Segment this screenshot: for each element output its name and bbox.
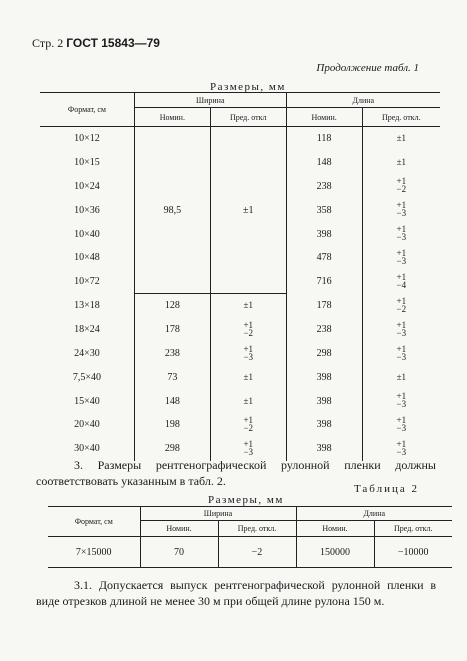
tolerance-value <box>397 297 407 313</box>
tolerance-upper: +1 <box>396 200 407 211</box>
tolerance-value <box>397 392 407 408</box>
tolerance-value <box>244 397 253 405</box>
length-nominal-cell: 398 <box>286 437 362 461</box>
length-nominal-cell: 118 <box>286 127 362 151</box>
tolerance-upper: +1 <box>396 224 407 235</box>
tolerance-upper: +1 <box>396 391 407 402</box>
tolerance-upper: ±1 <box>243 300 253 311</box>
length-deviation-cell <box>362 151 440 175</box>
tolerance-lower: −2 <box>243 327 254 338</box>
tolerance-upper: +1 <box>396 414 407 425</box>
width-nominal-cell: 70 <box>140 537 218 568</box>
tolerance-lower: −3 <box>396 208 407 219</box>
tolerance-upper: +1 <box>396 295 407 306</box>
tolerance-upper: +1 <box>243 438 254 449</box>
length-deviation-header: Пред. откл. <box>362 108 440 127</box>
tolerance-value <box>397 158 406 166</box>
length-nominal-cell: 716 <box>286 270 362 294</box>
tolerance-value <box>397 273 407 289</box>
tolerance-upper: +1 <box>243 319 254 330</box>
format-header: Формат, см <box>48 507 140 537</box>
format-cell: 10×15 <box>74 157 100 169</box>
table-2 <box>48 506 452 568</box>
tolerance-value <box>397 440 407 456</box>
continuation-note: Продолжение табл. 1 <box>316 62 419 74</box>
tolerance-upper: ±1 <box>396 371 407 382</box>
tolerance-lower: −3 <box>243 446 254 457</box>
tolerance-upper: ±1 <box>243 395 253 406</box>
format-cell: 7,5×40 <box>72 371 101 383</box>
width-nominal-cell: 298 <box>134 437 210 461</box>
tolerance-upper: +1 <box>243 343 254 354</box>
length-nominal-cell: 398 <box>286 413 362 437</box>
table-1 <box>40 92 440 461</box>
width-nominal-cell: 148 <box>134 389 210 413</box>
length-nominal-header: Номин. <box>286 108 362 127</box>
width-nominal-header: Номин. <box>140 521 218 537</box>
length-nominal-cell: 238 <box>286 318 362 342</box>
length-deviation-cell <box>362 413 440 437</box>
table-row <box>40 365 440 389</box>
width-deviation-cell <box>210 365 286 389</box>
width-deviation-header: Пред. откл <box>210 108 286 127</box>
format-cell: 18×24 <box>74 324 100 336</box>
tolerance-upper: +1 <box>243 414 254 425</box>
length-nominal-cell: 478 <box>286 246 362 270</box>
table-row <box>40 127 440 151</box>
length-deviation-cell <box>362 389 440 413</box>
table-row <box>40 389 440 413</box>
table-row <box>40 294 440 318</box>
tolerance-lower: −3 <box>396 327 407 338</box>
width-deviation-cell <box>210 294 286 318</box>
tolerance-value <box>397 321 407 337</box>
paragraph-3: 3. Размеры рентгенографической рулонной пленки должны соответствовать указанным в табл. 2. <box>36 458 436 488</box>
length-nominal-cell: 298 <box>286 342 362 366</box>
format-header: Формат, см <box>40 93 134 127</box>
tolerance-value <box>397 373 406 381</box>
format-cell: 10×24 <box>74 180 100 192</box>
length-deviation-cell: −10000 <box>374 537 452 568</box>
width-nominal-cell: 238 <box>134 342 210 366</box>
format-cell: 24×30 <box>74 348 100 360</box>
format-cell: 13×18 <box>74 300 100 312</box>
width-nominal-cell: 128 <box>134 294 210 318</box>
width-group-header: Ширина <box>134 93 286 108</box>
tolerance-lower: −3 <box>243 351 254 362</box>
length-nominal-cell: 148 <box>286 151 362 175</box>
tolerance-upper: ±1 <box>396 133 407 144</box>
format-cell: 10×36 <box>74 204 100 216</box>
tolerance-upper: +1 <box>396 438 407 449</box>
tolerance-upper: +1 <box>396 176 407 187</box>
length-deviation-cell <box>362 127 440 151</box>
format-cell: 20×40 <box>74 419 100 431</box>
tolerance-upper: ±1 <box>396 157 407 168</box>
length-nominal-cell: 398 <box>286 222 362 246</box>
tolerance-lower: −4 <box>396 279 407 290</box>
tolerance-upper: +1 <box>396 343 407 354</box>
format-cell: 30×40 <box>74 443 100 455</box>
tolerance-value <box>397 416 407 432</box>
tolerance-lower: −2 <box>396 303 407 314</box>
format-cell: 10×48 <box>74 252 100 264</box>
tolerance-value <box>244 301 253 309</box>
length-nominal-cell: 178 <box>286 294 362 318</box>
merged-width-deviation-cell: ±1 <box>210 127 286 294</box>
width-nominal-cell: 198 <box>134 413 210 437</box>
tolerance-value <box>244 373 253 381</box>
tolerance-lower: −3 <box>396 399 407 410</box>
length-nominal-cell: 358 <box>286 198 362 222</box>
merged-width-nominal-cell: 98,5 <box>134 127 210 294</box>
length-nominal-header: Номин. <box>296 521 374 537</box>
length-deviation-cell <box>362 222 440 246</box>
width-nominal-cell: 73 <box>134 365 210 389</box>
tolerance-value <box>397 225 407 241</box>
width-nominal-cell: 178 <box>134 318 210 342</box>
tolerance-value <box>397 201 407 217</box>
tolerance-lower: −2 <box>396 184 407 195</box>
length-deviation-cell <box>362 365 440 389</box>
format-cell: 15×40 <box>74 395 100 407</box>
tolerance-value <box>243 321 253 337</box>
width-deviation-header: Пред. откл. <box>218 521 296 537</box>
width-deviation-cell <box>210 342 286 366</box>
length-nominal-cell: 150000 <box>296 537 374 568</box>
table2-units: Размеры, мм <box>208 494 284 506</box>
table2-label: Таблица 2 <box>353 483 419 495</box>
tolerance-value <box>397 249 407 265</box>
width-group-header: Ширина <box>140 507 296 521</box>
length-nominal-cell: 398 <box>286 389 362 413</box>
length-deviation-cell <box>362 342 440 366</box>
width-deviation-cell: −2 <box>218 537 296 568</box>
tolerance-value <box>243 416 253 432</box>
page-number: Стр. 2 <box>32 36 64 50</box>
tolerance-lower: −3 <box>396 232 407 243</box>
format-cell: 7×15000 <box>48 537 140 568</box>
tolerance-upper: ±1 <box>243 371 253 382</box>
format-cell: 10×72 <box>74 276 100 288</box>
page-header <box>32 36 160 51</box>
table-row <box>40 413 440 437</box>
tolerance-upper: +1 <box>396 271 407 282</box>
format-cell: 10×40 <box>74 228 100 240</box>
length-deviation-cell <box>362 270 440 294</box>
paragraph-3-1: 3.1. Допускается выпуск рентгенографической рулонной пленки в виде отрезков длиной не менее 30 м при общей длине рулона 150 м. <box>36 578 436 608</box>
length-deviation-cell <box>362 294 440 318</box>
tolerance-lower: −3 <box>396 422 407 433</box>
tolerance-lower: −3 <box>396 351 407 362</box>
format-cell: 10×12 <box>74 133 100 145</box>
length-group-header: Длина <box>286 93 440 108</box>
tolerance-lower: −2 <box>243 422 254 433</box>
tolerance-value <box>243 440 253 456</box>
table-row <box>48 537 452 568</box>
length-deviation-cell <box>362 175 440 199</box>
length-group-header: Длина <box>296 507 452 521</box>
length-deviation-cell <box>362 318 440 342</box>
length-deviation-cell <box>362 198 440 222</box>
table-row <box>40 342 440 366</box>
length-deviation-cell <box>362 246 440 270</box>
tolerance-lower: −3 <box>396 255 407 266</box>
table-row <box>40 318 440 342</box>
width-deviation-cell <box>210 389 286 413</box>
tolerance-value <box>397 177 407 193</box>
tolerance-upper: +1 <box>396 319 407 330</box>
tolerance-value <box>397 345 407 361</box>
length-nominal-cell: 398 <box>286 365 362 389</box>
standard-number: ГОСТ 15843—79 <box>66 36 160 50</box>
tolerance-value <box>397 134 406 142</box>
width-nominal-header: Номин. <box>134 108 210 127</box>
table1-units: Размеры, мм <box>210 81 286 93</box>
width-deviation-cell <box>210 413 286 437</box>
width-deviation-cell <box>210 318 286 342</box>
tolerance-upper: +1 <box>396 247 407 258</box>
tolerance-lower: −3 <box>396 446 407 457</box>
length-nominal-cell: 238 <box>286 175 362 199</box>
length-deviation-header: Пред. откл. <box>374 521 452 537</box>
tolerance-value <box>243 345 253 361</box>
